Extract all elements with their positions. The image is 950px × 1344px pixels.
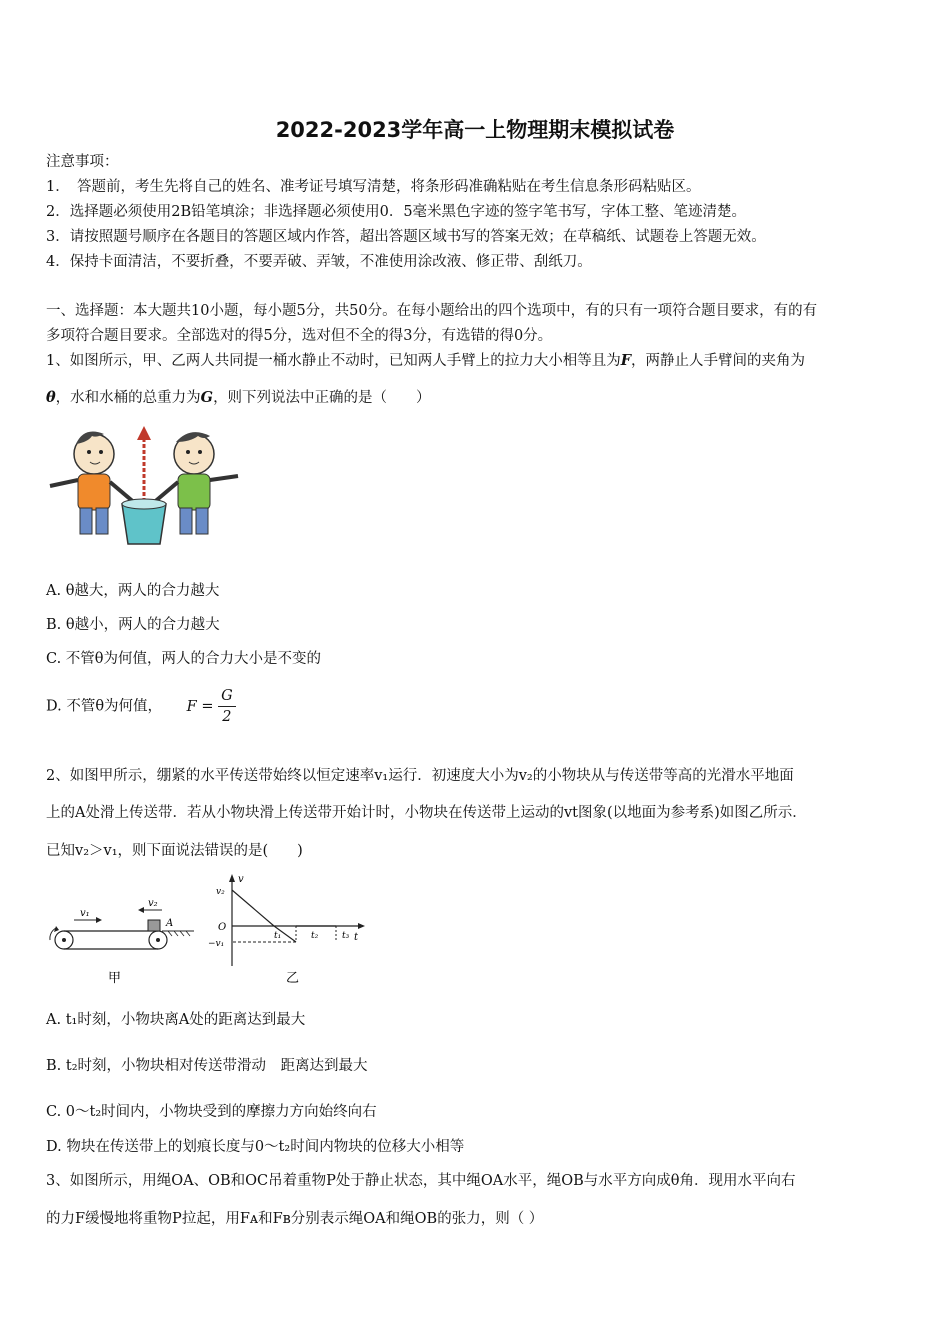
q1-option-d-formula-eq: = [201, 698, 214, 715]
q2-option-b[interactable]: B. t₂时刻，小物块相对传送带滑动 距离达到最大 [46, 1058, 368, 1074]
axis-v-label: v [238, 874, 244, 885]
q2-stem-line-1: 2、如图甲所示，绷紧的水平传送带始终以恒定速率v₁运行．初速度大小为v₂的小物块从与传送带等高的光滑水平地面 [46, 768, 794, 784]
page-title: 2022-2023学年高一上物理期末模拟试卷 [275, 118, 675, 142]
q2-figure-conveyor [44, 896, 204, 986]
q1-text-d: ，则下列说法中正确的是（ ） [213, 390, 431, 406]
q1-option-c[interactable]: C. 不管θ为何值，两人的合力大小是不变的 [46, 651, 322, 667]
q1-text-b: ，两静止人手臂间的夹角为 [631, 353, 806, 369]
fraction-numerator: G [218, 686, 236, 707]
q1-option-b[interactable]: B. θ越小，两人的合力越大 [46, 617, 220, 633]
q1-text-c: ，水和水桶的总重力为 [55, 390, 201, 406]
q2-option-a[interactable]: A. t₁时刻，小物块离A处的距离达到最大 [46, 1012, 306, 1028]
tick-t2: t₂ [311, 931, 319, 941]
q3-stem-line-2: 的力F缓慢地将重物P拉起，用Fᴀ和Fʙ分别表示绳OA和绳OB的张力，则（ ） [46, 1211, 544, 1227]
fraction-denominator: 2 [222, 709, 232, 725]
axis-t-label: t [354, 932, 359, 943]
label-v1: v₁ [80, 908, 90, 919]
q1-var-theta: θ [46, 389, 56, 406]
q1-var-G: G [200, 389, 214, 406]
q1-option-d-fraction [218, 686, 236, 727]
section-intro-line-1: 一、选择题：本大题共10小题，每小题5分，共50分。在每小题给出的四个选项中，有的只有一项符合题目要求，有的有 [46, 303, 818, 319]
q1-figure-kids-bucket [44, 420, 244, 552]
q2-figure-vt-graph [208, 872, 368, 986]
q2-stem-line-3: 已知v₂＞v₁，则下面说法错误的是( ) [46, 843, 303, 859]
notice-item-2: 2．选择题必须使用2B铅笔填涂；非选择题必须使用0．5毫米黑色字迹的签字笔书写，字体工整、笔迹清楚。 [46, 204, 747, 220]
q1-text-a: 1、如图所示，甲、乙两人共同提一桶水静止不动时，已知两人手臂上的拉力大小相等且为 [46, 353, 621, 369]
notice-item-4: 4．保持卡面清洁，不要折叠，不要弄破、弄皱，不准使用涂改液、修正带、刮纸刀。 [46, 254, 592, 270]
tick-v2: v₂ [216, 887, 225, 897]
caption-yi: 乙 [286, 971, 300, 986]
q2-option-d[interactable]: D. 物块在传送带上的划痕长度与0～t₂时间内物块的位移大小相等 [46, 1139, 465, 1155]
q3-stem-line-1: 3、如图所示，用绳OA、OB和OC吊着重物P处于静止状态，其中绳OA水平，绳OB与水平方向成θ角．现用水平向右 [46, 1173, 796, 1189]
tick-t3: t₃ [342, 931, 350, 941]
q1-stem-line-2 [46, 388, 910, 408]
q1-option-d[interactable] [46, 686, 236, 727]
q2-stem-line-2: 上的A处滑上传送带．若从小物块滑上传送带开始计时，小物块在传送带上运动的vt图象(以地面为参考系)如图乙所示． [46, 805, 807, 821]
q1-var-F: F [620, 352, 632, 369]
q1-option-d-prefix: D. 不管θ为何值， [46, 698, 163, 715]
notice-heading: 注意事项： [46, 154, 119, 170]
q1-option-a[interactable]: A. θ越大，两人的合力越大 [46, 583, 220, 599]
caption-jia: 甲 [108, 971, 122, 986]
label-v2: v₂ [148, 898, 158, 909]
origin-label: O [218, 922, 227, 933]
tick-neg-v1: −v₁ [208, 939, 225, 949]
section-intro-line-2: 多项符合题目要求。全部选对的得5分，选对但不全的得3分，有选错的得0分。 [46, 328, 553, 344]
q2-option-c[interactable]: C. 0～t₂时间内，小物块受到的摩擦力方向始终向右 [46, 1104, 377, 1120]
tick-t1: t₁ [274, 931, 282, 941]
notice-item-1: 1． 答题前，考生先将自己的姓名、准考证号填写清楚，将条形码准确粘贴在考生信息条形码粘贴区。 [46, 179, 701, 195]
label-A: A [166, 918, 174, 929]
q1-stem-line-1 [46, 351, 910, 371]
notice-item-3: 3．请按照题号顺序在各题目的答题区域内作答，超出答题区域书写的答案无效；在草稿纸、试题卷上答题无效。 [46, 229, 766, 245]
q1-option-d-formula-lhs: F [186, 698, 197, 715]
